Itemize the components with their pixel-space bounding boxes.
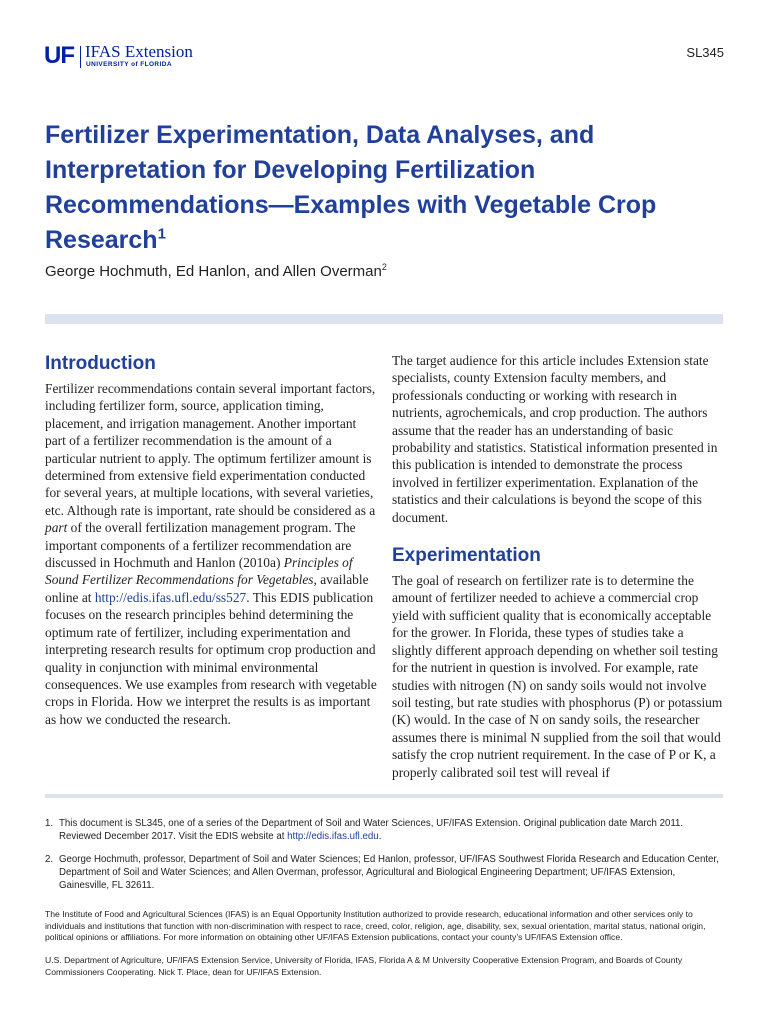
authors-footnote-mark[interactable]: 2 [381,262,387,272]
edis-website-link[interactable]: http://edis.ifas.ufl.edu [287,831,379,842]
publication-code: SL345 [686,45,724,60]
title-text: Fertilizer Experimentation, Data Analyses, and Interpretation for Developing Fertilization Recommendations—Examples with Vegetable Crop Research [45,121,657,254]
document-title [45,118,735,258]
audience-paragraph: The target audience for this article includes Extension state specialists, county Extension faculty members, and professionals conducting or working with research in nutrients, agrochemicals, and crop production. The authors assume that the reader has an understanding of basic probability and statistics. Statistical information presented in this publication is intended to demonstrate the process involved in fertilizer experimentation. Explanation of the statistics and their calculations is beyond the scope of this document. [392,353,718,525]
footnote-1 [45,817,725,843]
logo-divider [80,46,81,68]
intro-text-c: , available online at [45,572,369,605]
footnote-text [59,817,725,843]
footnote-2-text: George Hochmuth, professor, Department of Soil and Water Sciences; Ed Hanlon, professor, UF/IFAS Southwest Florida Research and Education Center, Department of Soil and Water Sciences; and Allen Overman, professor, Agricultural and Biological Engineering Department; UF/IFAS Extension, Gainesville, FL 32611. [59,854,719,891]
footnote-number: 1. [45,818,54,829]
introduction-paragraph [45,380,377,728]
logo-university: UNIVERSITY of FLORIDA [86,61,172,68]
experimentation-paragraph: The goal of research on fertilizer rate is to determine the amount of fertilizer needed to achieve a commercial crop yield with sufficient quality that is economically acceptable for the grower. In Florida, these types of studies take a slightly different approach depending on whether soil testing for the nutrient in question is involved. For example, rate studies with nitrogen (N) on sandy soils would not involve soil testing, but rate studies with phosphorus (P) or potassium (K) would. In the case of N on sandy soils, the researcher assumes there is minimal N supplied from the soil that would satisfy the crop nutrient requirement. In the case of P or K, a properly calibrated soil test will reveal if [392,573,723,780]
left-column [45,352,377,728]
footnote-number: 2. [45,854,54,865]
title-footnote-mark[interactable]: 1 [157,225,166,243]
footnote-2 [45,853,725,892]
usda-cooperation-statement: U.S. Department of Agriculture, UF/IFAS Extension Service, University of Florida, IFAS, Florida A & M University Cooperative Extension Program, and Boards of County Commissioners Cooperating. Nick T. Place, dean for UF/IFAS Extension. [45,955,683,977]
authors-line [45,262,387,280]
logo-uf: UF [44,42,74,69]
header-divider [45,314,723,324]
footnote-1-text: This document is SL345, one of a series of the Department of Soil and Water Sciences, UF/IFAS Extension. Original publication date March 2011. Reviewed December 2017. Visit the EDIS website at [59,818,684,842]
equal-opportunity-statement: The Institute of Food and Agricultural Sciences (IFAS) is an Equal Opportunity Institution authorized to provide research, educational information and other services only to individuals and institutions that function with non-discrimination with respect to race, creed, color, religion, age, disability, sex, sexual orientation, marital status, national origin, political opinions or affiliations. For more information on obtaining other UF/IFAS Extension publications, contact your county’s UF/IFAS Extension office. [45,909,706,942]
intro-book-title: Principles of Sound Fertilizer Recommendations for Vegetables [45,555,353,588]
intro-text-a: Fertilizer recommendations contain several important factors, including fertilizer form, source, application timing, placement, and irrigation management. Another important part of a fertilizer recommendation is the amount of a particular nutrient to apply. The optimum fertilizer amount is determined from extensive field experimentation conducted for several years, at multiple locations, with several varieties, etc. Although rate is important, rate should be considered as a [45,381,376,518]
authors-text: George Hochmuth, Ed Hanlon, and Allen Overman [45,263,382,280]
footnote-divider [45,794,723,798]
intro-text-b: of the overall fertilization management program. The important components of a fertilizer recommendation are discussed in Hochmuth and Hanlon (2010a) [45,520,356,571]
experimentation-heading: Experimentation [392,545,541,567]
intro-emphasis: part [45,520,68,536]
logo-ifas-extension: IFAS Extension [85,42,193,61]
introduction-heading: Introduction [45,353,156,374]
intro-text-d: . This EDIS publication focuses on the research principles behind determining the optimum rate of fertilizer, including experimentation and interpreting research results for optimum crop production and quality in conjunction with minimal environmental consequences. We use examples from research with vegetable crops in Florida. How we interpret the results is as important as how we conducted the research. [45,589,377,727]
footnote-1-end: . [378,831,382,842]
ss527-link[interactable]: http://edis.ifas.ufl.edu/ss527 [94,589,247,605]
right-column [392,352,724,781]
